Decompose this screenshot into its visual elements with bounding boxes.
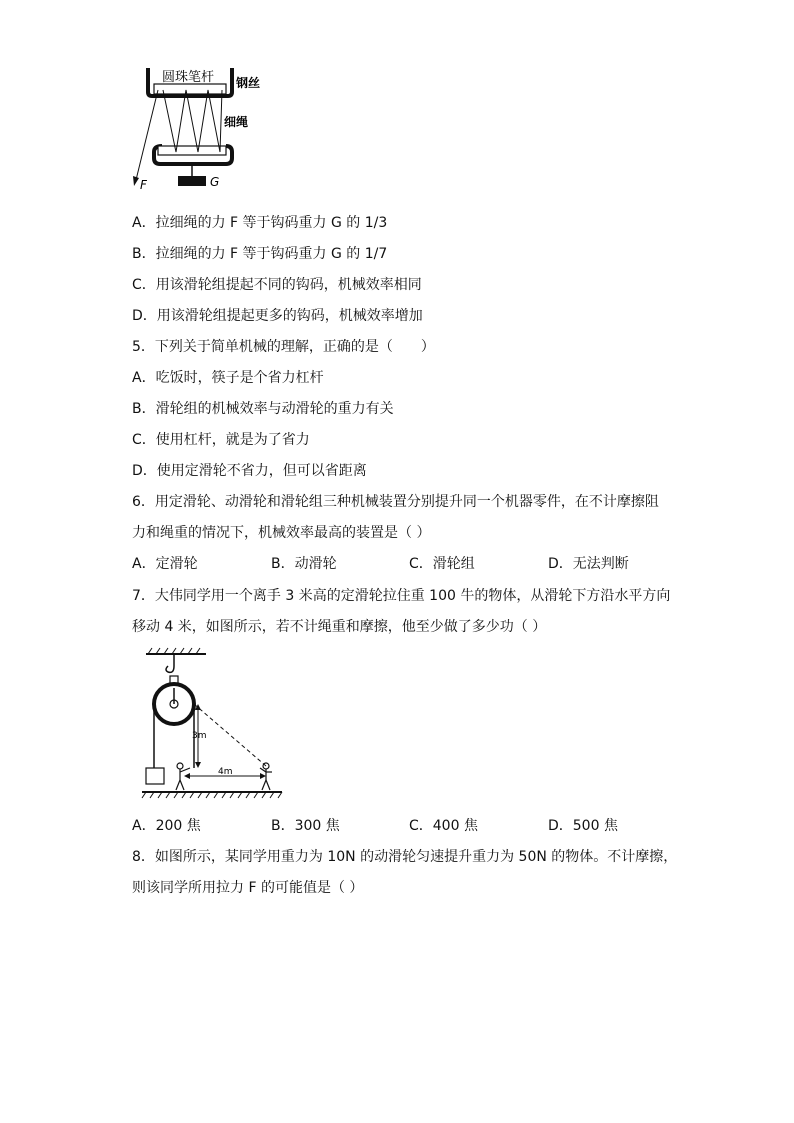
q6-stem-line2: 力和绳重的情况下，机械效率最高的装置是（ ） bbox=[132, 525, 431, 541]
q7-stem-line1: 7．大伟同学用一个离手 3 米高的定滑轮拉住重 100 牛的物体，从滑轮下方沿水平方向 bbox=[132, 588, 671, 604]
q6-option-a: A．定滑轮 bbox=[132, 556, 198, 572]
distance-label: 4m bbox=[218, 767, 233, 777]
q5-option-a: A．吃饭时，筷子是个省力杠杆 bbox=[132, 370, 324, 386]
q7-option-b: B．300 焦 bbox=[271, 818, 340, 834]
q5-option-c: C．使用杠杆，就是为了省力 bbox=[132, 432, 310, 448]
q4-option-c: C．用该滑轮组提起不同的钩码，机械效率相同 bbox=[132, 277, 422, 293]
q5-option-b: B．滑轮组的机械效率与动滑轮的重力有关 bbox=[132, 401, 394, 417]
hook-weight bbox=[178, 176, 206, 186]
q6-option-c: C．滑轮组 bbox=[409, 556, 475, 572]
fixed-pulley-figure bbox=[140, 646, 290, 806]
force-label: F bbox=[140, 178, 147, 192]
q4-option-d: D．用该滑轮组提起更多的钩码，机械效率增加 bbox=[132, 308, 423, 324]
weight-label: G bbox=[210, 175, 220, 189]
q7-option-c: C．400 焦 bbox=[409, 818, 478, 834]
q5-stem: 5．下列关于简单机械的理解，正确的是（ ） bbox=[132, 339, 435, 355]
wire-label: 钢丝 bbox=[236, 76, 261, 90]
q8-stem-line2: 则该同学所用拉力 F 的可能值是（ ） bbox=[132, 880, 364, 896]
rope-label: 细绳 bbox=[224, 115, 249, 129]
q8-stem-line1: 8．如图所示，某同学用重力为 10N 的动滑轮匀速提升重力为 50N 的物体。不计摩擦， bbox=[132, 849, 678, 865]
q6-option-d: D．无法判断 bbox=[548, 556, 629, 572]
q6-stem-line1: 6．用定滑轮、动滑轮和滑轮组三种机械装置分别提升同一个机器零件，在不计摩擦阻 bbox=[132, 494, 659, 510]
height-label: 3m bbox=[192, 731, 207, 741]
pen-pulley-figure bbox=[128, 62, 278, 202]
bar-label: 圆珠笔杆 bbox=[162, 70, 215, 85]
weight-box bbox=[146, 768, 164, 784]
q6-option-b: B．动滑轮 bbox=[271, 556, 337, 572]
q7-stem-line2: 移动 4 米，如图所示，若不计绳重和摩擦，他至少做了多少功（ ） bbox=[132, 619, 547, 635]
q7-option-d: D．500 焦 bbox=[548, 818, 618, 834]
q4-option-a: A．拉细绳的力 F 等于钩码重力 G 的 1/3 bbox=[132, 215, 388, 231]
q4-option-b: B．拉细绳的力 F 等于钩码重力 G 的 1/7 bbox=[132, 246, 388, 262]
q7-option-a: A．200 焦 bbox=[132, 818, 201, 834]
q5-option-d: D．使用定滑轮不省力，但可以省距离 bbox=[132, 463, 367, 479]
